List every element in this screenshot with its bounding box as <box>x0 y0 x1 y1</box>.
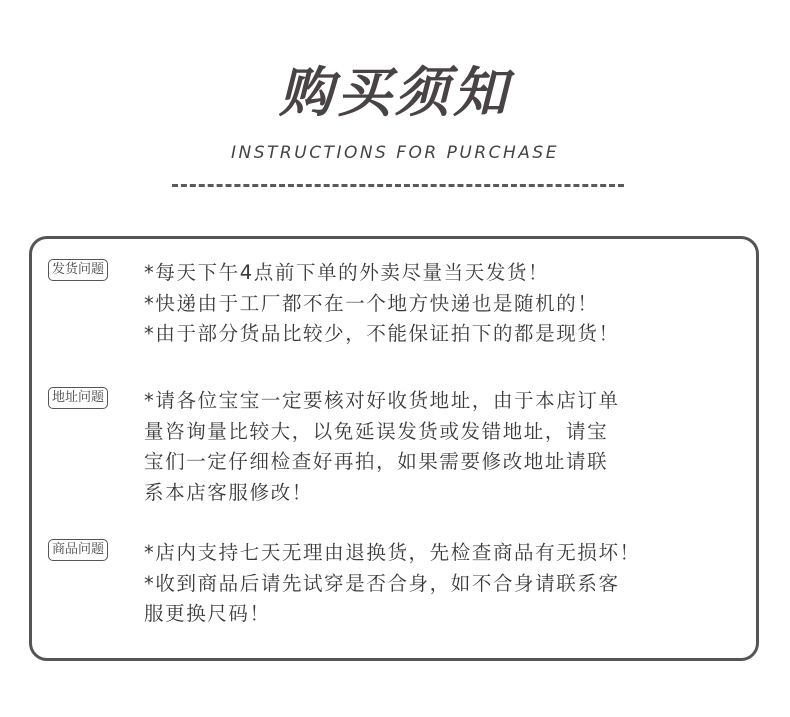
section-badge-product: 商品问题 <box>48 539 108 561</box>
text-line: *由于部分货品比较少，不能保证拍下的都是现货！ <box>144 322 620 345</box>
text-line: 服更换尺码！ <box>144 602 271 625</box>
section-badge-shipping: 发货问题 <box>48 259 108 281</box>
text-line: *店内支持七天无理由退换货，先检查商品有无损坏！ <box>144 541 641 564</box>
text-line: *收到商品后请先试穿是否合身，如不合身请联系客 <box>144 571 620 595</box>
dashed-divider <box>172 184 624 187</box>
text-line: 系本店客服修改！ <box>144 480 313 504</box>
page-subtitle: INSTRUCTIONS FOR PURCHASE <box>231 143 559 163</box>
section-text-shipping <box>144 258 744 350</box>
text-line: 量咨询量比较大，以免延误发货或发错地址，请宝 <box>144 419 609 443</box>
text-line: 宝们一定仔细检查好再拍，如果需要修改地址请联 <box>144 450 609 473</box>
section-badge-address: 地址问题 <box>48 387 108 409</box>
text-line: *每天下午4点前下单的外卖尽量当天发货！ <box>144 261 550 284</box>
text-line: *请各位宝宝一定要核对好收货地址，由于本店订单 <box>144 389 620 412</box>
section-text-address <box>144 386 744 508</box>
page-title: 购买须知 <box>279 61 511 124</box>
text-line: *快递由于工厂都不在一个地方快递也是随机的！ <box>144 291 599 315</box>
section-text-product <box>144 538 744 630</box>
